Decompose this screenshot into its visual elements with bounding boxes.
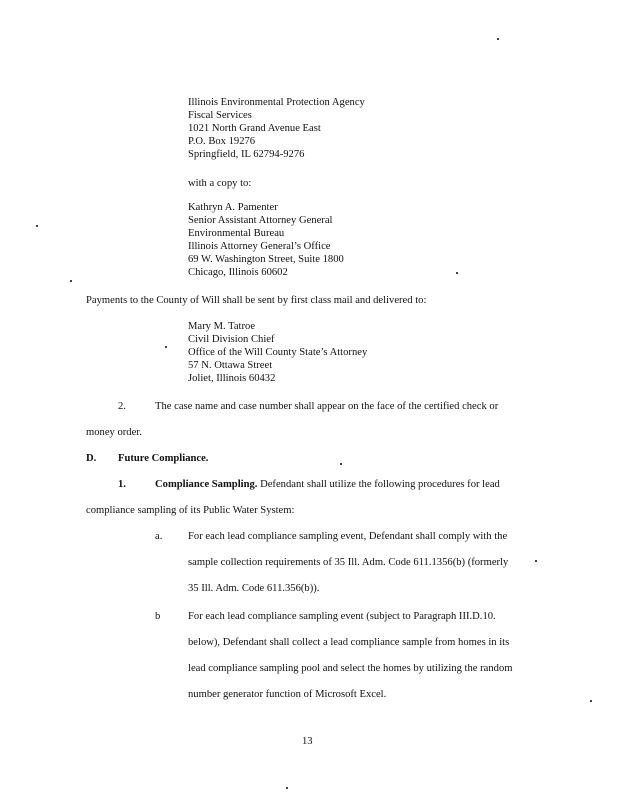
item-text: Defendant shall utilize the following procedures for lead: [257, 479, 500, 490]
address-line: 57 N. Ottawa Street: [188, 360, 273, 371]
sub-item-label: b: [155, 611, 161, 622]
address-line: Fiscal Services: [188, 110, 252, 121]
paragraph-line: 35 Ill. Adm. Code 611.356(b)).: [188, 583, 320, 594]
scan-speck: [456, 272, 458, 274]
paragraph-line: sample collection requirements of 35 Ill. Adm. Code 611.1356(b) (formerly: [188, 557, 509, 568]
scan-speck: [70, 280, 72, 282]
scan-speck: [340, 463, 342, 465]
scan-speck: [590, 700, 592, 702]
paragraph-line: below), Defendant shall collect a lead compliance sample from homes in its: [188, 637, 510, 648]
address-line: Mary M. Tatroe: [188, 321, 256, 332]
paragraph-line: money order.: [86, 427, 142, 438]
address-line: Senior Assistant Attorney General: [188, 215, 333, 226]
paragraph-line: For each lead compliance sampling event (subject to Paragraph III.D.10.: [188, 611, 496, 622]
address-line: Environmental Bureau: [188, 228, 285, 239]
copy-label: with a copy to:: [188, 178, 252, 189]
address-line: Illinois Environmental Protection Agency: [188, 97, 365, 108]
page-number: 13: [302, 736, 313, 747]
paragraph-line: For each lead compliance sampling event, Defendant shall comply with the: [188, 531, 508, 542]
scan-speck: [535, 560, 537, 562]
paragraph-line: [155, 478, 500, 491]
paragraph-line: The case name and case number shall appear on the face of the certified check or: [155, 401, 499, 412]
address-line: Civil Division Chief: [188, 334, 275, 345]
scan-speck: [286, 787, 288, 789]
address-line: Joliet, Illinois 60432: [188, 373, 276, 384]
county-payment-text: Payments to the County of Will shall be sent by first class mail and delivered to:: [86, 295, 427, 306]
sub-item-label: a.: [155, 531, 163, 542]
item-number: 1.: [118, 479, 126, 490]
scan-speck: [497, 38, 499, 40]
item-number: 2.: [118, 401, 126, 412]
address-line: P.O. Box 19276: [188, 136, 256, 147]
paragraph-line: compliance sampling of its Public Water System:: [86, 505, 295, 516]
address-line: Chicago, Illinois 60602: [188, 267, 288, 278]
address-line: Office of the Will County State’s Attorney: [188, 347, 368, 358]
address-line: Illinois Attorney General’s Office: [188, 241, 331, 252]
address-line: Springfield, IL 62794-9276: [188, 149, 305, 160]
scan-speck: [36, 225, 38, 227]
paragraph-line: number generator function of Microsoft Excel.: [188, 689, 387, 700]
paragraph-line: lead compliance sampling pool and select the homes by utilizing the random: [188, 663, 513, 674]
address-line: 1021 North Grand Avenue East: [188, 123, 321, 134]
section-title: Future Compliance.: [118, 453, 209, 464]
item-title: Compliance Sampling.: [155, 479, 258, 490]
section-letter: D.: [86, 453, 97, 464]
scan-speck: [165, 346, 167, 348]
address-line: Kathryn A. Pamenter: [188, 202, 278, 213]
address-line: 69 W. Washington Street, Suite 1800: [188, 254, 344, 265]
